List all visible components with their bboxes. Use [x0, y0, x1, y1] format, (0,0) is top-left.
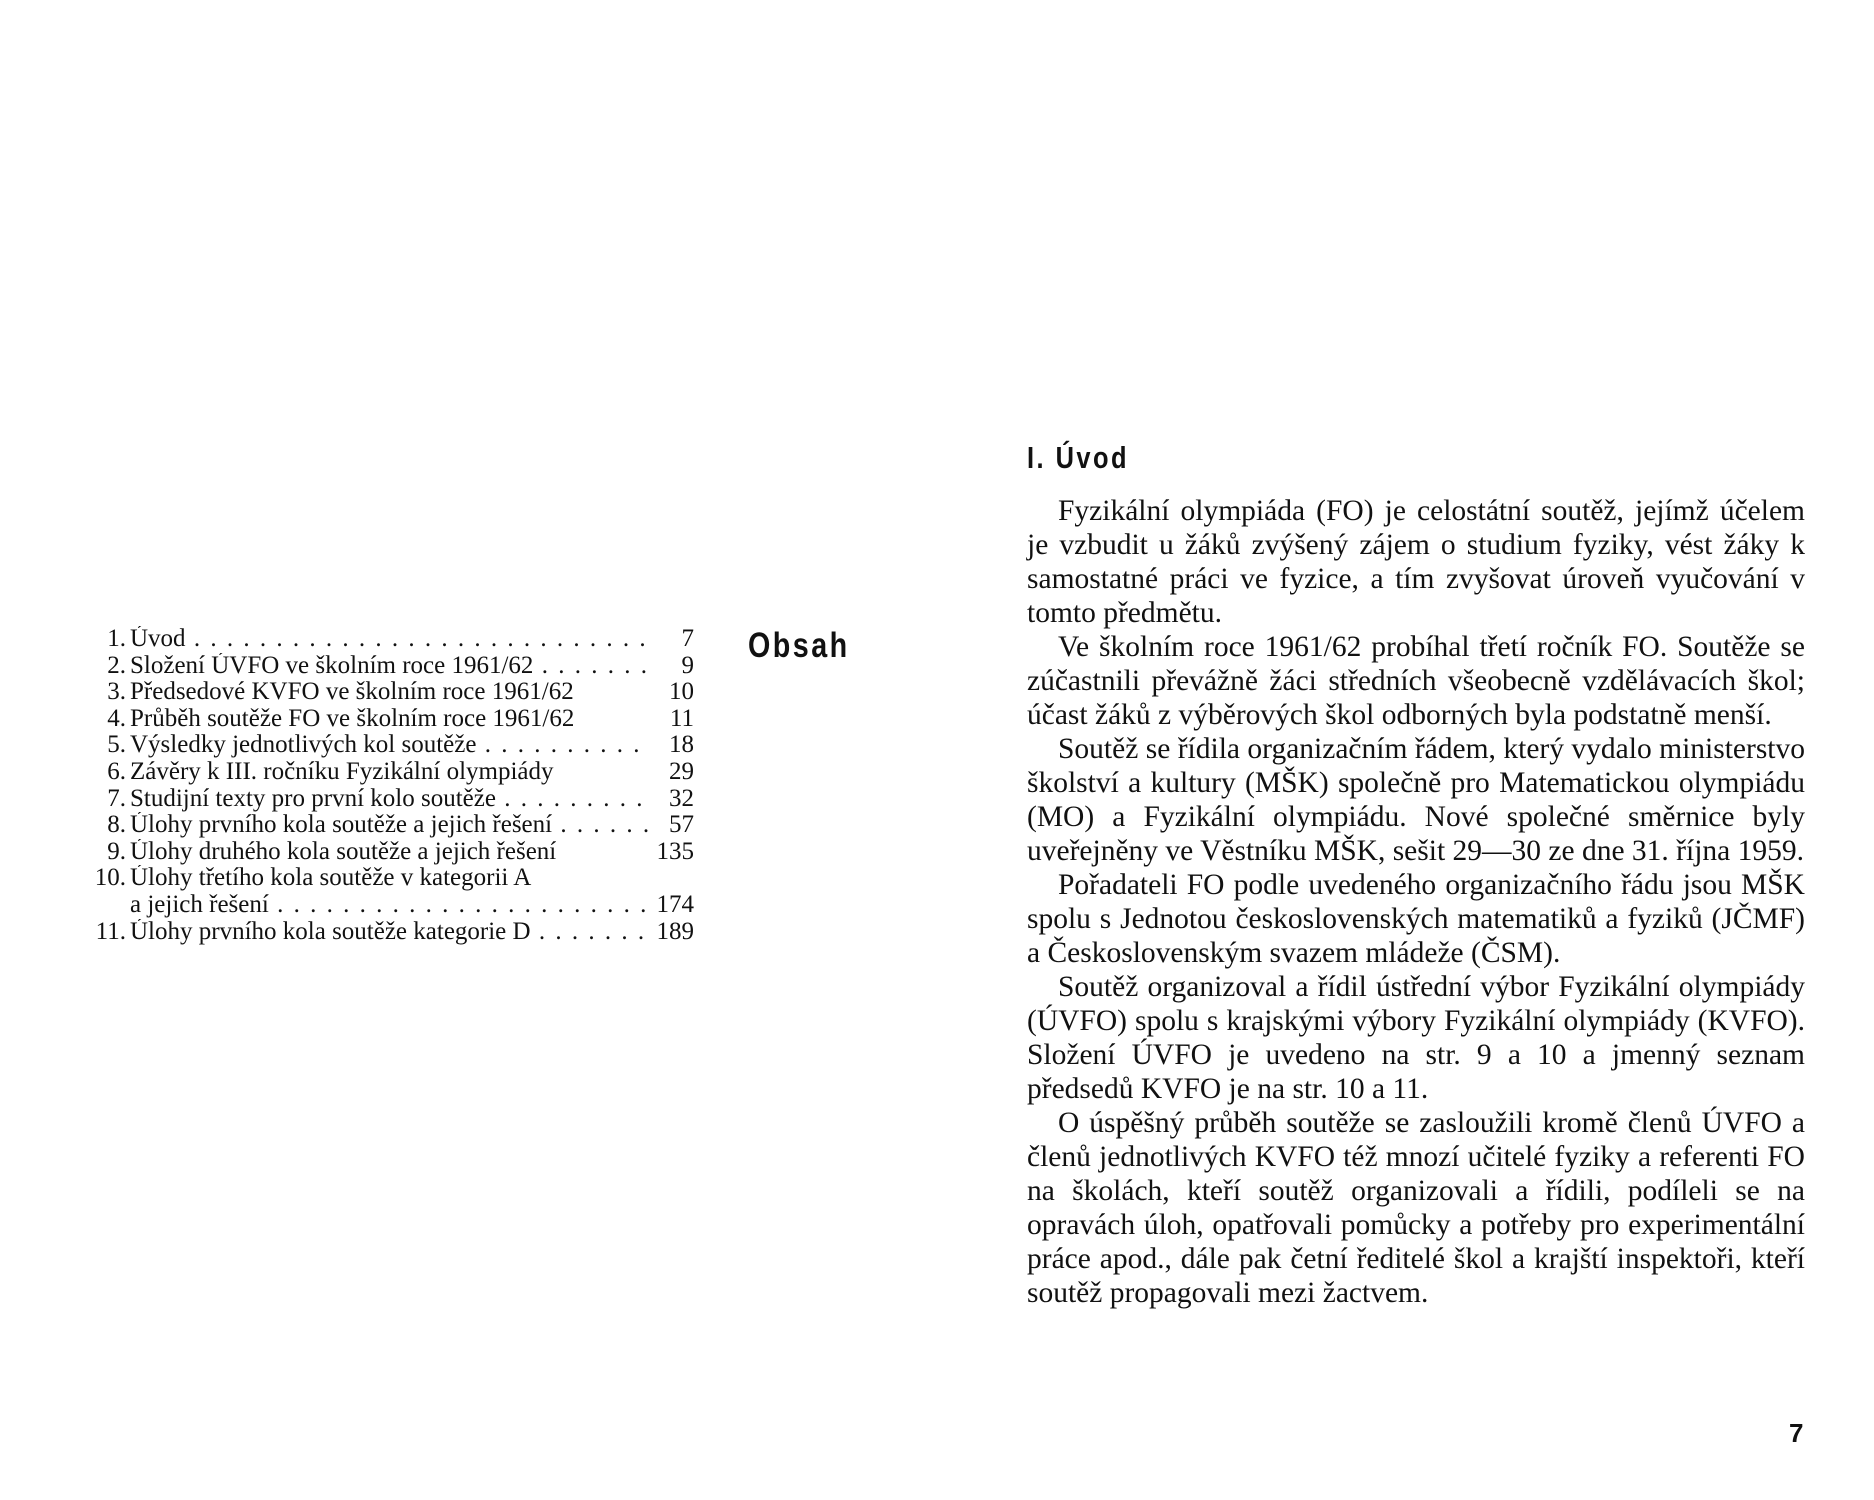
- toc-entry-title: Úvod . . .: [130, 626, 650, 653]
- toc-entry: [90, 865, 694, 892]
- toc-entry-title: Předsedové KVFO ve školním roce 1961/62: [130, 679, 574, 706]
- toc-entry-number: 7.: [107, 784, 126, 812]
- toc-entry: [90, 919, 694, 946]
- toc-entry: [90, 706, 694, 733]
- toc-entry-page: 10: [669, 678, 694, 706]
- toc-entry-title: Studijní texty pro první kolo soutěže . . .: [130, 786, 650, 813]
- chapter-heading: I. Úvod: [1027, 440, 1129, 475]
- toc-entry-page: 57: [669, 811, 694, 839]
- toc-entry-page: 9: [681, 651, 694, 679]
- paragraph: Soutěž se řídila organizačním řádem, který vydalo ministerstvo školství a kultury (MŠK) společně pro Matematickou olympiádu (MO) a Fyzikální olympiádu. Nové společné směrnice byly uveřejněny ve Věstníku MŠK, sešit 29—30 ze dne 31. října 1959.: [1027, 733, 1805, 867]
- toc-entry-title: Úlohy prvního kola soutěže a jejich řešení . . .: [130, 812, 650, 839]
- page-number: 7: [1789, 1418, 1804, 1448]
- paragraph: Ve školním roce 1961/62 probíhal třetí ročník FO. Soutěže se zúčastnili převážně žáci středních všeobecně vzdělávacích škol; účast žáků z výběrových škol odborných byla podstatně menší.: [1027, 631, 1805, 731]
- toc-entry-title: Průběh soutěže FO ve školním roce 1961/62: [130, 705, 575, 732]
- toc-entry-number: 8.: [107, 811, 126, 839]
- toc-entry-title: a jejich řešení . . .: [130, 892, 650, 919]
- toc-entry: [90, 839, 694, 866]
- toc-entry: [90, 786, 694, 813]
- paragraph: Soutěž organizoval a řídil ústřední výbor Fyzikální olympiády (ÚVFO) spolu s krajskými výbory Fyzikální olympiády (KVFO). Složení ÚVFO je uvedeno na str. 9 a 10 a jmenný seznam předsedů KVFO je na str. 10 a 11.: [1027, 971, 1805, 1105]
- toc-entry: [90, 732, 694, 759]
- toc-entry: [90, 759, 694, 786]
- toc-entry-number: 3.: [107, 678, 126, 706]
- toc-entry-number: 10.: [94, 864, 126, 892]
- toc-entry-page: 29: [669, 757, 694, 785]
- paragraph: O úspěšný průběh soutěže se zasloužili kromě členů ÚVFO a členů jednotlivých KVFO též mnozí učitelé fyziky a referenti FO na školách, kteří soutěž organizovali a řídili, podíleli se na opravách úloh, opatřovali pomůcky a potřeby pro experimentální práce apod., dále pak četní ředitelé škol a krajští inspektoři, kteří soutěž propagovali mezi žactvem.: [1027, 1107, 1805, 1309]
- toc-entry-page: 135: [656, 837, 694, 865]
- toc-entry: [90, 626, 694, 653]
- toc-entry-page: 18: [669, 731, 694, 759]
- table-of-contents: [90, 626, 694, 945]
- toc-entry: [90, 653, 694, 680]
- toc-entry-number: 5.: [107, 731, 126, 759]
- toc-entry: [90, 679, 694, 706]
- paragraph: Fyzikální olympiáda (FO) je celostátní soutěž, jejímž účelem je vzbudit u žáků zvýšený zájem o studium fyziky, vést žáky k samostatné práci ve fyzice, a tím zvyšovat úroveň vyučování v tomto předmětu.: [1027, 495, 1805, 629]
- toc-entry-title: Závěry k III. ročníku Fyzikální olympiády: [130, 758, 554, 785]
- toc-entry: [90, 892, 694, 919]
- toc-entry-number: 2.: [107, 651, 126, 679]
- toc-entry-page: 189: [656, 917, 694, 945]
- toc-entry-page: 32: [669, 784, 694, 812]
- contents-title: Obsah: [748, 626, 850, 665]
- toc-entry-title: Složení ÚVFO ve školním roce 1961/62 . . .: [130, 653, 650, 680]
- toc-entry-title: Úlohy druhého kola soutěže a jejich řešení: [130, 838, 557, 865]
- toc-entry: [90, 812, 694, 839]
- paragraph: Pořadateli FO podle uvedeného organizačního řádu jsou MŠK spolu s Jednotou československých matematiků a fyziků (JČMF) a Československým svazem mládeže (ČSM).: [1027, 869, 1805, 969]
- toc-entry-number: 11.: [95, 917, 126, 945]
- toc-entry-page: 7: [681, 625, 694, 652]
- toc-entry-page: 174: [656, 890, 694, 918]
- toc-entry-number: 6.: [107, 757, 126, 785]
- toc-entry-number: 1.: [107, 625, 126, 652]
- toc-entry-number: 4.: [107, 704, 126, 732]
- toc-entry-title: Výsledky jednotlivých kol soutěže . . .: [130, 732, 650, 759]
- toc-entry-number: 9.: [107, 837, 126, 865]
- toc-entry-title: Úlohy prvního kola soutěže kategorie D . . .: [130, 919, 650, 946]
- toc-entry-page: 11: [669, 704, 694, 732]
- toc-entry-title: Úlohy třetího kola soutěže v kategorii A: [130, 865, 532, 892]
- chapter-body: [1027, 494, 1805, 1310]
